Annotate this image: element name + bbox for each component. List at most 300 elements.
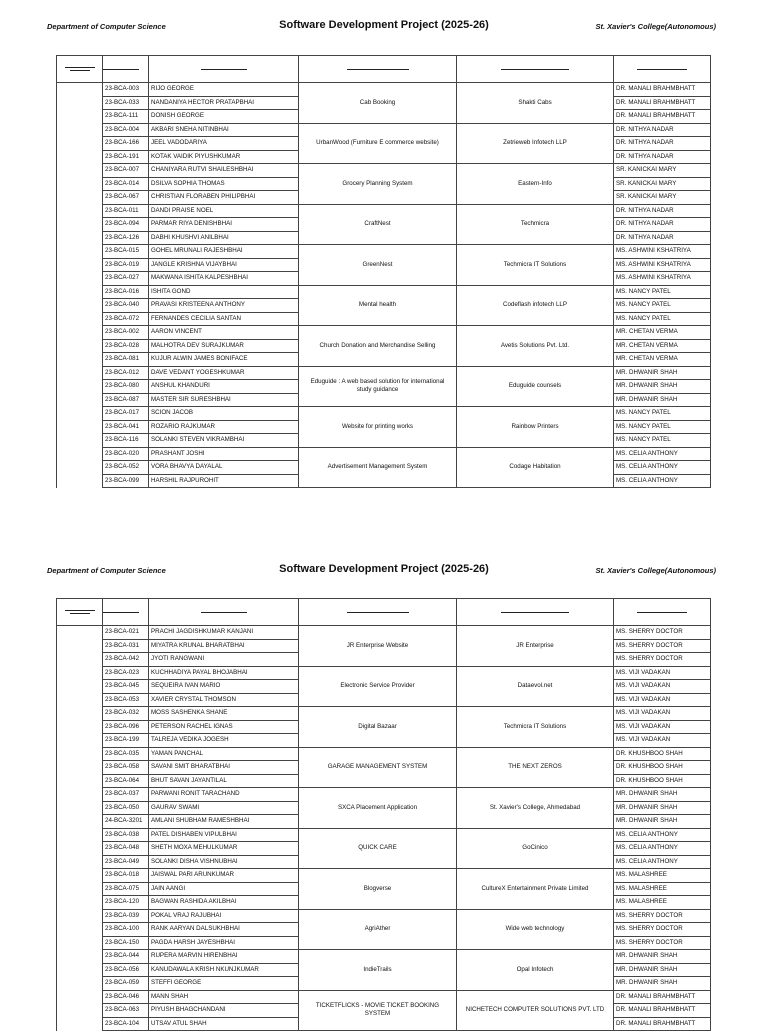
guide-name: MS. ASHWINI KSHATRIYA: [614, 245, 711, 259]
project-title: GARAGE MANAGEMENT SYSTEM: [299, 747, 457, 788]
student-id: 23-BCA-064: [103, 774, 149, 788]
student-id: 23-BCA-033: [103, 96, 149, 110]
blank-cell: [57, 312, 103, 326]
project-title: JR Enterprise Website: [299, 626, 457, 667]
blank-cell: [57, 815, 103, 829]
student-id: 24-BCA-3201: [103, 815, 149, 829]
student-id: 23-BCA-037: [103, 788, 149, 802]
student-id: 23-BCA-081: [103, 353, 149, 367]
guide-name: MS. SHERRY DOCTOR: [614, 639, 711, 653]
student-name: PRACHI JAGDISHKUMAR KANJANI: [149, 626, 299, 640]
student-name: XAVIER CRYSTAL THOMSON: [149, 693, 299, 707]
blank-cell: [57, 936, 103, 950]
guide-name: DR. MANALI BRAHMBHATT: [614, 83, 711, 97]
blank-cell: [57, 950, 103, 964]
blank-cell: [57, 842, 103, 856]
blank-cell: [57, 923, 103, 937]
column-header: [149, 599, 299, 626]
blank-cell: [57, 869, 103, 883]
column-header: [614, 599, 711, 626]
student-id: 23-BCA-023: [103, 666, 149, 680]
company-name: Codage Habitation: [457, 447, 614, 488]
table-row: [57, 447, 711, 461]
guide-name: MS. SHERRY DOCTOR: [614, 936, 711, 950]
table-row: [57, 707, 711, 721]
company-name: Wide web technology: [457, 909, 614, 950]
student-id: 23-BCA-150: [103, 936, 149, 950]
guide-name: MS. CELIA ANTHONY: [614, 461, 711, 475]
student-name: MAKWANA ISHITA KALPESHBHAI: [149, 272, 299, 286]
blank-cell: [57, 393, 103, 407]
student-name: JAISWAL PARI ARUNKUMAR: [149, 869, 299, 883]
student-name: UTSAV ATUL SHAH: [149, 1017, 299, 1031]
guide-name: SR. KANICKAI MARY: [614, 191, 711, 205]
guide-name: MS. NANCY PATEL: [614, 285, 711, 299]
student-name: AKBARI SNEHA NITINBHAI: [149, 123, 299, 137]
guide-name: DR. MANALI BRAHMBHATT: [614, 110, 711, 124]
guide-name: MS. ASHWINI KSHATRIYA: [614, 272, 711, 286]
guide-name: MS. CELIA ANTHONY: [614, 447, 711, 461]
company-name: Opal Infotech: [457, 950, 614, 991]
guide-name: MS. CELIA ANTHONY: [614, 474, 711, 488]
student-id: 23-BCA-099: [103, 474, 149, 488]
student-id: 23-BCA-052: [103, 461, 149, 475]
student-id: 23-BCA-126: [103, 231, 149, 245]
project-title: IndieTrails: [299, 950, 457, 991]
guide-name: MR. DHWANIR SHAH: [614, 950, 711, 964]
student-id: 23-BCA-191: [103, 150, 149, 164]
student-id: 23-BCA-075: [103, 882, 149, 896]
student-id: 23-BCA-046: [103, 990, 149, 1004]
guide-name: DR. NITHYA NADAR: [614, 218, 711, 232]
guide-name: SR. KANICKAI MARY: [614, 177, 711, 191]
project-title: SXCA Placement Application: [299, 788, 457, 829]
blank-cell: [57, 231, 103, 245]
page-1: [0, 0, 768, 484]
column-header: [457, 599, 614, 626]
table-row: [57, 407, 711, 421]
blank-cell: [57, 474, 103, 488]
student-id: 23-BCA-032: [103, 707, 149, 721]
company-name: St. Xavier's College, Ahmedabad: [457, 788, 614, 829]
guide-name: MS. MALASHREE: [614, 869, 711, 883]
guide-name: MS. NANCY PATEL: [614, 312, 711, 326]
student-name: PARWANI RONIT TARACHAND: [149, 788, 299, 802]
student-name: JANGLE KRISHNA VIJAYBHAI: [149, 258, 299, 272]
company-name: Rainbow Printers: [457, 407, 614, 448]
blank-cell: [57, 434, 103, 448]
student-name: PETERSON RACHEL IGNAS: [149, 720, 299, 734]
page-header: [0, 544, 768, 584]
student-id: 23-BCA-104: [103, 1017, 149, 1031]
guide-name: MS. VIJI VADAKAN: [614, 666, 711, 680]
guide-name: MS. NANCY PATEL: [614, 299, 711, 313]
company-name: Shakti Cabs: [457, 83, 614, 124]
company-name: Zetrieweb Infotech LLP: [457, 123, 614, 164]
page-header: [0, 0, 768, 40]
student-id: 23-BCA-018: [103, 869, 149, 883]
student-id: 23-BCA-017: [103, 407, 149, 421]
guide-name: MS. NANCY PATEL: [614, 407, 711, 421]
student-id: 23-BCA-004: [103, 123, 149, 137]
student-id: 23-BCA-056: [103, 963, 149, 977]
student-name: POKAL VRAJ RAJUBHAI: [149, 909, 299, 923]
student-name: ISHITA GOND: [149, 285, 299, 299]
table-row: [57, 123, 711, 137]
student-id: 23-BCA-027: [103, 272, 149, 286]
blank-cell: [57, 353, 103, 367]
guide-name: DR. KHUSHBOO SHAH: [614, 774, 711, 788]
blank-cell: [57, 164, 103, 178]
table-row: [57, 164, 711, 178]
student-id: 23-BCA-019: [103, 258, 149, 272]
blank-cell: [57, 680, 103, 694]
blank-cell: [57, 218, 103, 232]
project-table: [56, 55, 711, 488]
student-name: BHUT SAVAN JAYANTILAL: [149, 774, 299, 788]
student-name: DONISH GEORGE: [149, 110, 299, 124]
table-row: [57, 950, 711, 964]
guide-name: MS. CELIA ANTHONY: [614, 855, 711, 869]
guide-name: MR. CHETAN VERMA: [614, 339, 711, 353]
blank-cell: [57, 963, 103, 977]
student-id: 23-BCA-015: [103, 245, 149, 259]
guide-name: DR. MANALI BRAHMBHATT: [614, 96, 711, 110]
student-name: MANN SHAH: [149, 990, 299, 1004]
student-name: FERNANDES CECILIA SANTAN: [149, 312, 299, 326]
project-title: Advertisement Management System: [299, 447, 457, 488]
student-name: SAVANI SMIT BHARATBHAI: [149, 761, 299, 775]
guide-name: MS. VIJI VADAKAN: [614, 734, 711, 748]
blank-cell: [57, 204, 103, 218]
table-header-row: [57, 599, 711, 626]
guide-name: MS. VIJI VADAKAN: [614, 693, 711, 707]
table-row: [57, 788, 711, 802]
blank-cell: [57, 177, 103, 191]
student-name: MASTER SIR SURESHBHAI: [149, 393, 299, 407]
student-name: RIJO GEORGE: [149, 83, 299, 97]
student-name: RUPERA MARVIN HIRENBHAI: [149, 950, 299, 964]
company-name: Eduguide counsels: [457, 366, 614, 407]
blank-cell: [57, 707, 103, 721]
student-name: PATEL DISHABEN VIPULBHAI: [149, 828, 299, 842]
student-name: GOHEL MRUNALI RAJESHBHAI: [149, 245, 299, 259]
project-title: Blogverse: [299, 869, 457, 910]
college-name: St. Xavier's College(Autonomous): [595, 566, 716, 575]
student-id: 23-BCA-042: [103, 653, 149, 667]
table-row: [57, 285, 711, 299]
blank-cell: [57, 774, 103, 788]
project-title: Eduguide : A web based solution for international study guidance: [299, 366, 457, 407]
column-header: [149, 56, 299, 83]
blank-cell: [57, 366, 103, 380]
guide-name: MS. SHERRY DOCTOR: [614, 909, 711, 923]
blank-cell: [57, 990, 103, 1004]
student-name: SOLANKI STEVEN VIKRAMBHAI: [149, 434, 299, 448]
guide-name: MS. VIJI VADAKAN: [614, 720, 711, 734]
student-name: AARON VINCENT: [149, 326, 299, 340]
guide-name: DR. MANALI BRAHMBHATT: [614, 1017, 711, 1031]
column-header: [457, 56, 614, 83]
project-title: UrbanWood (Furniture E commerce website): [299, 123, 457, 164]
guide-name: MS. SHERRY DOCTOR: [614, 653, 711, 667]
student-name: PRASHANT JOSHI: [149, 447, 299, 461]
blank-cell: [57, 747, 103, 761]
company-name: Techmicra: [457, 204, 614, 245]
blank-cell: [57, 326, 103, 340]
company-name: CultureX Entertainment Private Limited: [457, 869, 614, 910]
blank-cell: [57, 801, 103, 815]
guide-name: MR. DHWANIR SHAH: [614, 788, 711, 802]
guide-name: DR. NITHYA NADAR: [614, 137, 711, 151]
table-row: [57, 204, 711, 218]
blank-cell: [57, 123, 103, 137]
student-name: MIYATRA KRUNAL BHARATBHAI: [149, 639, 299, 653]
guide-name: DR. MANALI BRAHMBHATT: [614, 1004, 711, 1018]
student-name: PRAVASI KRISTEENA ANTHONY: [149, 299, 299, 313]
student-name: MALHOTRA DEV SURAJKUMAR: [149, 339, 299, 353]
student-id: 23-BCA-072: [103, 312, 149, 326]
student-name: TALREJA VEDIKA JOGESH: [149, 734, 299, 748]
guide-name: DR. NITHYA NADAR: [614, 231, 711, 245]
student-id: 23-BCA-016: [103, 285, 149, 299]
page-2: [0, 544, 768, 1027]
project-title: AgriAther: [299, 909, 457, 950]
company-name: Dataevol.net: [457, 666, 614, 707]
student-id: 23-BCA-002: [103, 326, 149, 340]
student-id: 23-BCA-014: [103, 177, 149, 191]
student-name: STEFFI GEORGE: [149, 977, 299, 991]
student-id: 23-BCA-021: [103, 626, 149, 640]
project-table: [56, 598, 711, 1031]
blank-cell: [57, 734, 103, 748]
student-id: 23-BCA-045: [103, 680, 149, 694]
student-name: JYOTI RANGWANI: [149, 653, 299, 667]
blank-cell: [57, 407, 103, 421]
blank-cell: [57, 83, 103, 97]
student-name: JEEL VADODARIYA: [149, 137, 299, 151]
company-name: Codeflash infotech LLP: [457, 285, 614, 326]
student-id: 23-BCA-080: [103, 380, 149, 394]
student-name: RANK AARYAN DALSUKHBHAI: [149, 923, 299, 937]
guide-name: MS. NANCY PATEL: [614, 420, 711, 434]
guide-name: SR. KANICKAI MARY: [614, 164, 711, 178]
student-name: PAGDA HARSH JAYESHBHAI: [149, 936, 299, 950]
blank-cell: [57, 666, 103, 680]
blank-cell: [57, 720, 103, 734]
student-id: 23-BCA-041: [103, 420, 149, 434]
project-title: Digital Bazaar: [299, 707, 457, 748]
student-id: 23-BCA-049: [103, 855, 149, 869]
blank-cell: [57, 110, 103, 124]
project-title: TICKETFLICKS - MOVIE TICKET BOOKING SYSTEM: [299, 990, 457, 1031]
blank-cell: [57, 626, 103, 640]
student-name: SOLANKI DISHA VISHNUBHAI: [149, 855, 299, 869]
blank-cell: [57, 380, 103, 394]
guide-name: MS. VIJI VADAKAN: [614, 680, 711, 694]
blank-cell: [57, 191, 103, 205]
student-name: KANUDAWALA KRISH NKUNJKUMAR: [149, 963, 299, 977]
student-name: DABHI KHUSHVI ANILBHAI: [149, 231, 299, 245]
company-name: Eastern-Info: [457, 164, 614, 205]
company-name: Techmicra IT Solutions: [457, 245, 614, 286]
student-name: CHRISTIAN FLORABEN PHILIPBHAI: [149, 191, 299, 205]
blank-cell: [57, 137, 103, 151]
blank-cell: [57, 977, 103, 991]
student-id: 23-BCA-087: [103, 393, 149, 407]
student-id: 23-BCA-050: [103, 801, 149, 815]
blank-cell: [57, 285, 103, 299]
student-id: 23-BCA-067: [103, 191, 149, 205]
student-name: DAVE VEDANT YOGESHKUMAR: [149, 366, 299, 380]
student-name: PIYUSH BHAGCHANDANI: [149, 1004, 299, 1018]
guide-name: MS. MALASHREE: [614, 896, 711, 910]
student-id: 23-BCA-116: [103, 434, 149, 448]
guide-name: DR. KHUSHBOO SHAH: [614, 747, 711, 761]
student-name: DANDI PRAISE NOEL: [149, 204, 299, 218]
guide-name: DR. NITHYA NADAR: [614, 204, 711, 218]
student-name: ROZARIO RAJKUMAR: [149, 420, 299, 434]
table-row: [57, 245, 711, 259]
student-id: 23-BCA-038: [103, 828, 149, 842]
student-name: ANSHUL KHANDURI: [149, 380, 299, 394]
blank-cell: [57, 272, 103, 286]
column-header: [103, 56, 149, 83]
guide-name: MR. CHETAN VERMA: [614, 326, 711, 340]
student-id: 23-BCA-035: [103, 747, 149, 761]
project-title: Website for printing works: [299, 407, 457, 448]
project-title: CraftNest: [299, 204, 457, 245]
student-id: 23-BCA-020: [103, 447, 149, 461]
blank-cell: [57, 761, 103, 775]
guide-name: DR. KHUSHBOO SHAH: [614, 761, 711, 775]
table-header-row: [57, 56, 711, 83]
guide-name: MS. SHERRY DOCTOR: [614, 626, 711, 640]
student-name: HARSHIL RAJPUROHIT: [149, 474, 299, 488]
guide-name: MR. DHWANIR SHAH: [614, 380, 711, 394]
blank-cell: [57, 882, 103, 896]
student-id: 23-BCA-012: [103, 366, 149, 380]
project-title: Cab Booking: [299, 83, 457, 124]
blank-cell: [57, 420, 103, 434]
guide-name: MR. CHETAN VERMA: [614, 353, 711, 367]
guide-name: MS. CELIA ANTHONY: [614, 842, 711, 856]
guide-name: DR. MANALI BRAHMBHATT: [614, 990, 711, 1004]
student-name: SHETH MOXA MEHULKUMAR: [149, 842, 299, 856]
student-name: SCION JACOB: [149, 407, 299, 421]
column-header: [103, 599, 149, 626]
column-header: [299, 599, 457, 626]
table-row: [57, 909, 711, 923]
blank-cell: [57, 96, 103, 110]
project-title: Electronic Service Provider: [299, 666, 457, 707]
student-id: 23-BCA-040: [103, 299, 149, 313]
table-row: [57, 747, 711, 761]
student-name: AMLANI SHUBHAM RAMESHBHAI: [149, 815, 299, 829]
student-name: PARMAR RIYA DENISHBHAI: [149, 218, 299, 232]
guide-name: MS. ASHWINI KSHATRIYA: [614, 258, 711, 272]
student-id: 23-BCA-059: [103, 977, 149, 991]
student-id: 23-BCA-039: [103, 909, 149, 923]
project-title: Mental health: [299, 285, 457, 326]
student-id: 23-BCA-120: [103, 896, 149, 910]
student-name: KUJUR ALWIN JAMES BONIFACE: [149, 353, 299, 367]
guide-name: MR. DHWANIR SHAH: [614, 815, 711, 829]
student-id: 23-BCA-100: [103, 923, 149, 937]
department-name: Department of Computer Science: [47, 566, 166, 575]
blank-cell: [57, 693, 103, 707]
guide-name: MS. MALASHREE: [614, 882, 711, 896]
blank-cell: [57, 896, 103, 910]
column-header: [57, 599, 103, 626]
student-id: 23-BCA-199: [103, 734, 149, 748]
project-title: Grocery Planning System: [299, 164, 457, 205]
student-id: 23-BCA-111: [103, 110, 149, 124]
table-row: [57, 990, 711, 1004]
student-id: 23-BCA-053: [103, 693, 149, 707]
student-name: SEQUEIRA IVAN MARIO: [149, 680, 299, 694]
blank-cell: [57, 788, 103, 802]
table-row: [57, 869, 711, 883]
student-id: 23-BCA-048: [103, 842, 149, 856]
company-name: NICHETECH COMPUTER SOLUTIONS PVT. LTD: [457, 990, 614, 1031]
student-id: 23-BCA-028: [103, 339, 149, 353]
guide-name: MR. DHWANIR SHAH: [614, 963, 711, 977]
student-id: 23-BCA-007: [103, 164, 149, 178]
department-name: Department of Computer Science: [47, 22, 166, 31]
student-name: DSILVA SOPHIA THOMAS: [149, 177, 299, 191]
blank-cell: [57, 258, 103, 272]
guide-name: DR. NITHYA NADAR: [614, 150, 711, 164]
table-row: [57, 828, 711, 842]
column-header: [299, 56, 457, 83]
blank-cell: [57, 447, 103, 461]
blank-cell: [57, 299, 103, 313]
guide-name: MR. DHWANIR SHAH: [614, 977, 711, 991]
column-header: [614, 56, 711, 83]
guide-name: MS. SHERRY DOCTOR: [614, 923, 711, 937]
blank-cell: [57, 339, 103, 353]
blank-cell: [57, 461, 103, 475]
document-title: Software Development Project (2025-26): [279, 19, 489, 31]
guide-name: MR. DHWANIR SHAH: [614, 366, 711, 380]
student-name: NANDANIYA HECTOR PRATAPBHAI: [149, 96, 299, 110]
student-name: KUCHHADIYA PAYAL BHOJABHAI: [149, 666, 299, 680]
guide-name: MS. CELIA ANTHONY: [614, 828, 711, 842]
student-name: KOTAK VAIDIK PIYUSHKUMAR: [149, 150, 299, 164]
student-id: 23-BCA-094: [103, 218, 149, 232]
blank-cell: [57, 653, 103, 667]
student-name: CHANIYARA RUTVI SHAILESHBHAI: [149, 164, 299, 178]
column-header: [57, 56, 103, 83]
student-id: 23-BCA-058: [103, 761, 149, 775]
table-row: [57, 326, 711, 340]
document-title: Software Development Project (2025-26): [279, 563, 489, 575]
student-id: 23-BCA-003: [103, 83, 149, 97]
blank-cell: [57, 245, 103, 259]
student-name: VORA BHAVYA DAYALAL: [149, 461, 299, 475]
company-name: JR Enterprise: [457, 626, 614, 667]
blank-cell: [57, 150, 103, 164]
student-id: 23-BCA-096: [103, 720, 149, 734]
guide-name: DR. NITHYA NADAR: [614, 123, 711, 137]
student-id: 23-BCA-044: [103, 950, 149, 964]
company-name: Avetis Solutions Pvt. Ltd.: [457, 326, 614, 367]
guide-name: MS. VIJI VADAKAN: [614, 707, 711, 721]
student-id: 23-BCA-166: [103, 137, 149, 151]
project-title: GreenNest: [299, 245, 457, 286]
student-name: JAIN AANGI: [149, 882, 299, 896]
